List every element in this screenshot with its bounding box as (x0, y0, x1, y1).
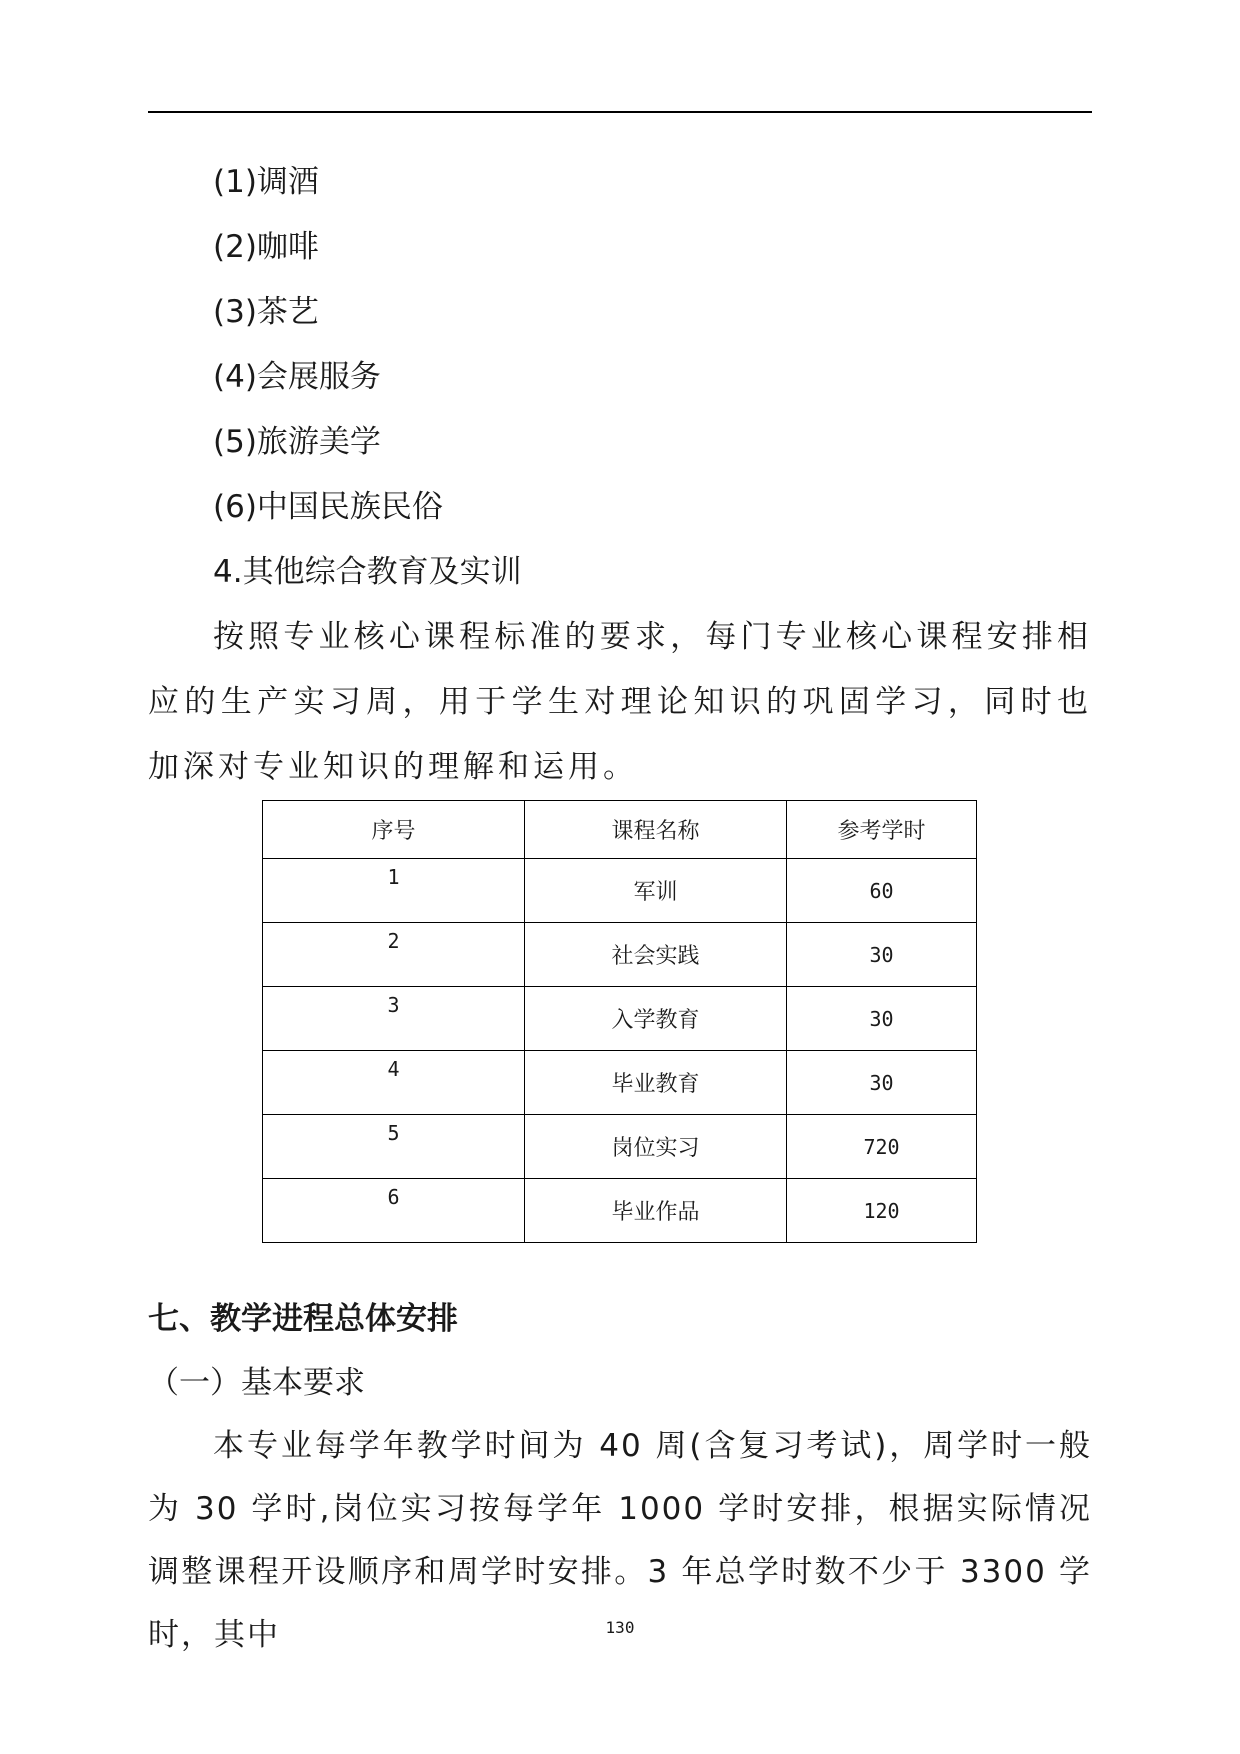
row-number: 6 (263, 1179, 525, 1243)
table-header-cell: 序号 (263, 801, 525, 859)
table-row (263, 923, 977, 987)
row-number: 1 (263, 859, 525, 923)
row-number: 4 (263, 1051, 525, 1115)
list-item: (3)茶艺 (213, 294, 319, 330)
header-rule (148, 111, 1092, 113)
list-item: (5)旅游美学 (213, 424, 381, 460)
row-number: 2 (263, 923, 525, 987)
section-heading: 4.其他综合教育及实训 (213, 554, 522, 590)
requirements-paragraph: 本专业每学年教学时间为 40 周(含复习考试)，周学时一般为 30 学时,岗位实习按每学年 1000 学时安排，根据实际情况调整课程开设顺序和周学时安排。3 年总学时数不少于 3300 学时，其中 (148, 1428, 1092, 1653)
table-row (263, 1051, 977, 1115)
table-row (263, 1179, 977, 1243)
course-hours: 30 (787, 987, 977, 1051)
table-header-cell: 课程名称 (525, 801, 787, 859)
sub-heading: （一）基本要求 (148, 1365, 365, 1401)
table-row (263, 859, 977, 923)
course-hours: 720 (787, 1115, 977, 1179)
course-name: 入学教育 (525, 987, 787, 1051)
course-table (262, 800, 977, 1243)
intro-paragraph: 按照专业核心课程标准的要求，每门专业核心课程安排相应的生产实习周，用于学生对理论知识的巩固学习，同时也加深对专业知识的理解和运用。 (148, 619, 1092, 785)
course-hours: 30 (787, 923, 977, 987)
course-hours: 120 (787, 1179, 977, 1243)
chapter-heading: 七、教学进程总体安排 (148, 1301, 458, 1337)
course-name: 毕业作品 (525, 1179, 787, 1243)
page-number: 130 (605, 1618, 635, 1637)
list-item: (6)中国民族民俗 (213, 489, 443, 525)
row-number: 3 (263, 987, 525, 1051)
table-row (263, 1115, 977, 1179)
page-content (148, 150, 1092, 1667)
table-header-row (263, 801, 977, 859)
list-item: (1)调酒 (213, 164, 319, 200)
course-name: 社会实践 (525, 923, 787, 987)
course-name: 毕业教育 (525, 1051, 787, 1115)
list-item: (2)咖啡 (213, 229, 319, 265)
course-name: 军训 (525, 859, 787, 923)
table-header-cell: 参考学时 (787, 801, 977, 859)
course-name: 岗位实习 (525, 1115, 787, 1179)
row-number: 5 (263, 1115, 525, 1179)
table-row (263, 987, 977, 1051)
course-hours: 60 (787, 859, 977, 923)
list-item: (4)会展服务 (213, 359, 381, 395)
course-hours: 30 (787, 1051, 977, 1115)
